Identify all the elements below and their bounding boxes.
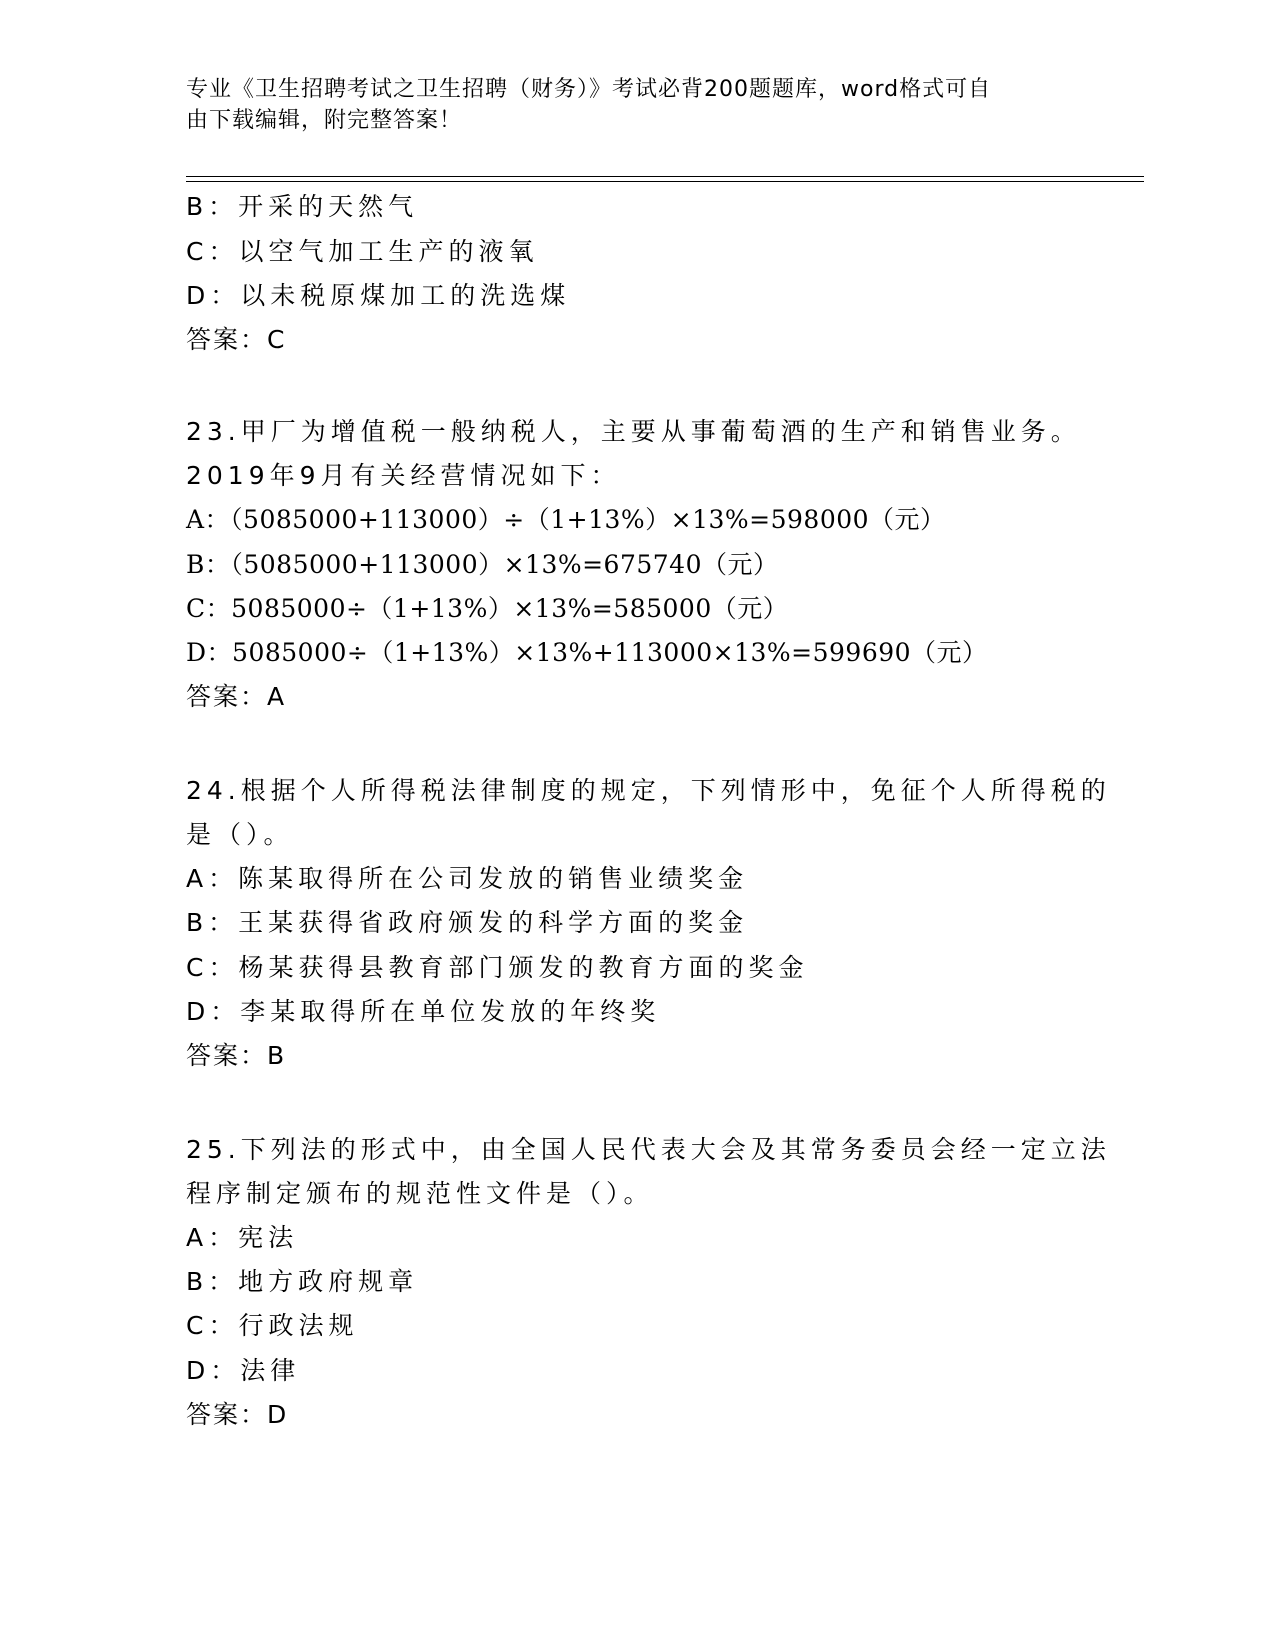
q25-option-c: C：行政法规 xyxy=(186,1311,359,1340)
q25-stem-line-2: 程序制定颁布的规范性文件是（）。 xyxy=(186,1179,654,1208)
q24-option-c: C：杨某获得县教育部门颁发的教育方面的奖金 xyxy=(186,953,809,982)
header-line-2: 由下载编辑，附完整答案！ xyxy=(186,108,463,133)
q24-option-d: D：李某取得所在单位发放的年终奖 xyxy=(186,997,661,1026)
q25-option-d: D：法律 xyxy=(186,1356,301,1385)
q25-option-a: A：宪法 xyxy=(186,1223,299,1252)
q24-stem-line-2: 是（）。 xyxy=(186,820,294,849)
q22-option-d: D：以未税原煤加工的洗选煤 xyxy=(186,281,571,310)
q23-option-c: C：5085000÷（1+13%）×13%=585000（元） xyxy=(186,594,789,623)
q23-answer: 答案：A xyxy=(186,682,287,711)
header-line-1: 专业《卫生招聘考试之卫生招聘（财务）》考试必背200题题库，word格式可自 xyxy=(186,77,992,102)
q24-stem-line-1: 24.根据个人所得税法律制度的规定，下列情形中，免征个人所得税的 xyxy=(186,776,1111,805)
q23-stem-line-2: 2019年9月有关经营情况如下： xyxy=(186,461,621,490)
q24-answer: 答案：B xyxy=(186,1041,287,1070)
q25-answer: 答案：D xyxy=(186,1400,289,1429)
q23-stem-line-1: 23.甲厂为增值税一般纳税人，主要从事葡萄酒的生产和销售业务。 xyxy=(186,417,1081,446)
q23-option-d: D：5085000÷（1+13%）×13%+113000×13%=599690（元） xyxy=(186,638,988,667)
header-rule-bottom xyxy=(186,181,1144,182)
document-header xyxy=(186,74,1066,136)
header-rule-top xyxy=(186,176,1144,177)
q25-option-b: B：地方政府规章 xyxy=(186,1267,419,1296)
q25-stem-line-1: 25.下列法的形式中，由全国人民代表大会及其常务委员会经一定立法 xyxy=(186,1135,1111,1164)
q22-option-b: B：开采的天然气 xyxy=(186,192,419,221)
q24-option-b: B：王某获得省政府颁发的科学方面的奖金 xyxy=(186,908,749,937)
q23-option-a: A：（5085000+113000）÷（1+13%）×13%=598000（元） xyxy=(186,505,946,534)
q24-option-a: A：陈某取得所在公司发放的销售业绩奖金 xyxy=(186,864,749,893)
q22-option-c: C：以空气加工生产的液氧 xyxy=(186,237,539,266)
q22-answer: 答案：C xyxy=(186,325,287,354)
q23-option-b: B：（5085000+113000）×13%=675740（元） xyxy=(186,550,779,579)
